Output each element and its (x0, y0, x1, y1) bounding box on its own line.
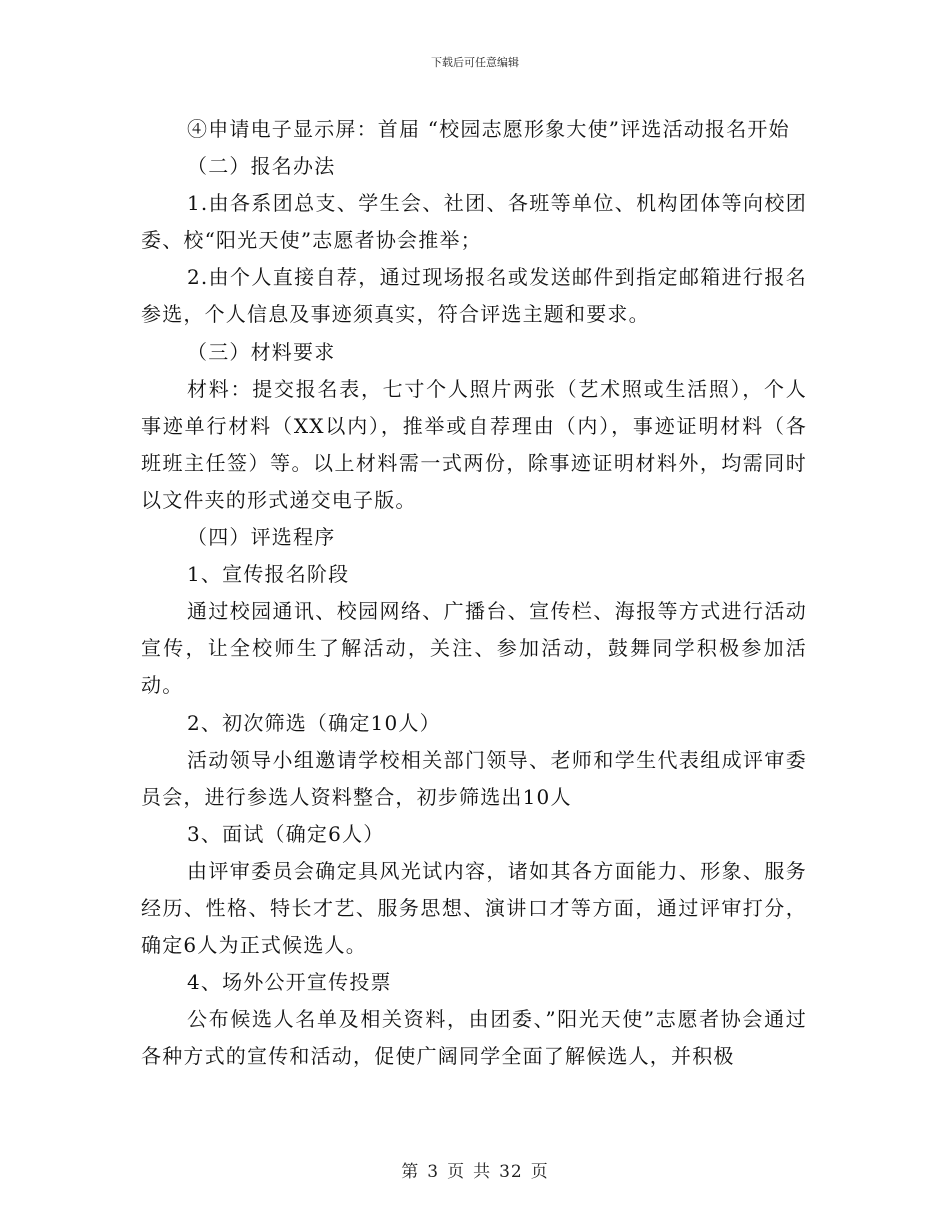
section-heading: （三）材料要求 (187, 339, 336, 364)
page-footer (0, 1157, 950, 1182)
paragraph: 活动领导小组邀请学校相关部门领导、老师和学生代表组成评审委员会，进行参选人资料整合，初步筛选出10人 (141, 747, 807, 809)
section-heading: （二）报名办法 (187, 154, 336, 179)
subsection-heading: 4、场外公开宣传投票 (187, 970, 392, 995)
total-pages: 32 (499, 1162, 523, 1182)
footer-page-unit: 页 (447, 1162, 466, 1182)
footer-prefix: 第 (401, 1162, 420, 1182)
paragraph: 材料：提交报名表，七寸个人照片两张（艺术照或生活照），个人事迹单行材料（XX以内），推举或自荐理由（内），事迹证明材料（各班班主任签）等。以上材料需一式两份，除事迹证明材料外，均需同时以文件夹的形式递交电子版。 (141, 376, 807, 512)
paragraph: ④申请电子显示屏：首届 “校园志愿形象大使”评选活动报名开始 (187, 117, 790, 141)
paragraph: 由评审委员会确定具风光试内容，诸如其各方面能力、形象、服务经历、性格、特长才艺、服务思想、演讲口才等方面，通过评审打分，确定6人为正式候选人。 (141, 858, 807, 958)
paragraph: 1.由各系团总支、学生会、社团、各班等单位、机构团体等向校团委、校“阳光天使”志愿者协会推举； (141, 191, 807, 253)
footer-total-prefix: 共 (473, 1162, 492, 1182)
page-header: 下载后可任意编辑 (431, 56, 519, 69)
section-heading: （四）评选程序 (187, 525, 336, 550)
document-body (141, 111, 807, 1075)
subsection-heading: 2、初次筛选（确定10人） (187, 710, 441, 735)
paragraph: 2.由个人直接自荐，通过现场报名或发送邮件到指定邮箱进行报名参选，个人信息及事迹须真实，符合评选主题和要求。 (141, 265, 807, 327)
paragraph: 通过校园通讯、校园网络、广播台、宣传栏、海报等方式进行活动宣传，让全校师生了解活动，关注、参加活动，鼓舞同学积极参加活动。 (141, 599, 807, 698)
page-number: 3 (427, 1162, 440, 1182)
subsection-heading: 3、面试（确定6人） (187, 821, 385, 846)
paragraph: 公布候选人名单及相关资料，由团委、”阳光天使”志愿者协会通过各种方式的宣传和活动，促使广阔同学全面了解候选人，并积极 (141, 1007, 807, 1069)
subsection-heading: 1、宣传报名阶段 (187, 562, 350, 587)
footer-total-unit: 页 (530, 1162, 549, 1182)
